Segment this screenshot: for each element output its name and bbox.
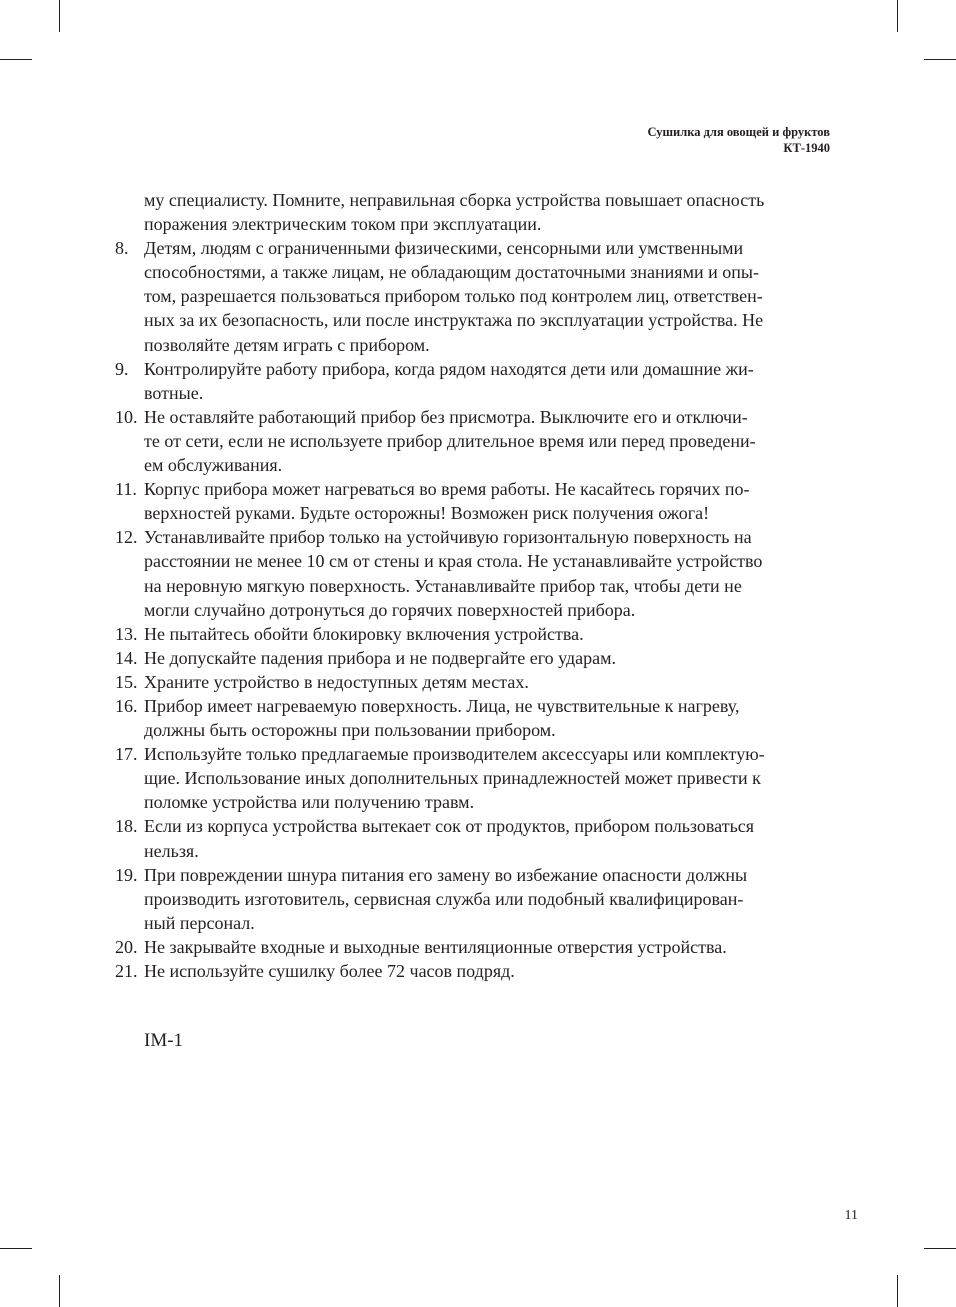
instruction-text-line: Детям, людям с ограниченными физическими, сенсорными или умственными xyxy=(144,238,744,259)
instruction-item xyxy=(115,622,830,646)
header-model: КТ-1940 xyxy=(783,141,830,155)
instruction-number: 10. xyxy=(115,406,138,427)
instruction-item xyxy=(115,959,830,983)
instruction-item xyxy=(115,814,830,862)
instruction-text-line: нельзя. xyxy=(144,840,199,861)
crop-mark-top-left-horizontal xyxy=(0,59,32,60)
instruction-text-line: ем обслуживания. xyxy=(144,455,283,476)
instruction-number: 21. xyxy=(115,961,138,981)
continued-paragraph xyxy=(115,188,830,236)
instruction-text-line: производить изготовитель, сервисная служба или подобный квалифицирован- xyxy=(144,888,744,909)
instruction-text-line: Контролируйте работу прибора, когда рядом находятся дети или домашние жи- xyxy=(144,358,754,379)
instruction-text-line: Корпус прибора может нагреваться во время работы. Не касайтесь горячих по- xyxy=(144,479,750,500)
document-code: IM-1 xyxy=(144,1030,184,1051)
instruction-item xyxy=(115,236,830,356)
continued-paragraph-line: му специалисту. Помните, неправильная сборка устройства повышает опасность xyxy=(144,190,765,210)
instruction-text-line: Не допускайте падения прибора и не подвергайте его ударам. xyxy=(144,647,617,668)
instruction-number: 13. xyxy=(115,623,138,644)
instruction-item xyxy=(115,405,830,477)
instruction-item xyxy=(115,646,830,670)
instruction-item xyxy=(115,935,830,959)
instruction-item xyxy=(115,863,830,935)
crop-mark-top-left-vertical xyxy=(59,0,60,32)
instruction-text-line: те от сети, если не используете прибор длительное время или перед проведени- xyxy=(144,430,756,451)
instruction-number: 20. xyxy=(115,936,138,957)
instruction-text-line: ных за их безопасность, или после инструктажа по эксплуатации устройства. Не xyxy=(144,310,764,331)
instruction-text-line: Прибор имеет нагреваемую поверхность. Лица, не чувствительные к нагреву, xyxy=(144,695,740,716)
crop-mark-bottom-left-horizontal xyxy=(0,1248,32,1249)
instruction-number: 8. xyxy=(115,238,129,259)
instruction-number: 9. xyxy=(115,358,129,379)
instruction-text-line: верхностей руками. Будьте осторожны! Возможен риск получения ожога! xyxy=(144,503,710,524)
instruction-list xyxy=(115,236,830,983)
safety-instructions xyxy=(115,188,830,983)
instruction-text-line: Не закрывайте входные и выходные вентиляционные отверстия устройства. xyxy=(144,936,727,957)
instruction-text-line: При повреждении шнура питания его замену во избежание опасности должны xyxy=(144,864,748,885)
instruction-number: 16. xyxy=(115,695,138,716)
instruction-item xyxy=(115,357,830,405)
instruction-text-line: ный персонал. xyxy=(144,912,255,933)
instruction-text-line: расстоянии не менее 10 см от стены и края стола. Не устанавливайте устройство xyxy=(144,551,763,572)
instruction-item xyxy=(115,525,830,621)
instruction-number: 19. xyxy=(115,864,138,885)
continued-paragraph-line: поражения электрическим током при эксплуатации. xyxy=(144,214,542,235)
instruction-text-line: на неровную мягкую поверхность. Устанавливайте прибор так, чтобы дети не xyxy=(144,575,742,596)
instruction-number: 14. xyxy=(115,647,138,668)
instruction-item xyxy=(115,742,830,814)
instruction-text-line: щие. Использование иных дополнительных принадлежностей может привести к xyxy=(144,768,761,789)
instruction-text-line: Храните устройство в недоступных детям местах. xyxy=(144,671,529,692)
crop-mark-top-right-horizontal xyxy=(924,59,956,60)
instruction-text-line: вотные. xyxy=(144,382,204,403)
instruction-text-line: том, разрешается пользоваться прибором только под контролем лиц, ответствен- xyxy=(144,286,763,307)
instruction-text-line: способностями, а также лицам, не обладающим достаточными знаниями и опы- xyxy=(144,262,759,283)
instruction-number: 15. xyxy=(115,671,138,692)
header-title: Сушилка для овощей и фруктов xyxy=(647,125,830,139)
instruction-number: 11. xyxy=(115,479,137,500)
instruction-number: 17. xyxy=(115,744,138,765)
page-number: 11 xyxy=(844,1208,858,1223)
crop-mark-bottom-right-horizontal xyxy=(924,1248,956,1249)
instruction-number: 12. xyxy=(115,527,138,548)
instruction-item xyxy=(115,694,830,742)
instruction-text-line: поломке устройства или получению травм. xyxy=(144,792,475,813)
instruction-text-line: могли случайно дотронуться до горячих поверхностей прибора. xyxy=(144,599,636,620)
instruction-text-line: Не пытайтесь обойти блокировку включения устройства. xyxy=(144,623,584,644)
instruction-text-line: Используйте только предлагаемые производителем аксессуары или комплектую- xyxy=(144,744,765,765)
crop-mark-top-right-vertical xyxy=(897,0,898,32)
instruction-item xyxy=(115,477,830,525)
instruction-text-line: Устанавливайте прибор только на устойчивую горизонтальную поверхность на xyxy=(144,527,752,548)
instruction-number: 18. xyxy=(115,816,138,837)
instruction-text-line: Не используйте сушилку более 72 часов подряд. xyxy=(144,961,515,981)
instruction-text-line: должны быть осторожны при пользовании прибором. xyxy=(144,720,556,741)
running-header xyxy=(647,124,830,156)
instruction-item xyxy=(115,670,830,694)
crop-mark-bottom-left-vertical xyxy=(59,1275,60,1307)
crop-mark-bottom-right-vertical xyxy=(897,1275,898,1307)
instruction-text-line: Если из корпуса устройства вытекает сок от продуктов, прибором пользоваться xyxy=(144,816,755,837)
instruction-text-line: Не оставляйте работающий прибор без присмотра. Выключите его и отключи- xyxy=(144,406,748,427)
instruction-text-line: позволяйте детям играть с прибором. xyxy=(144,334,430,355)
